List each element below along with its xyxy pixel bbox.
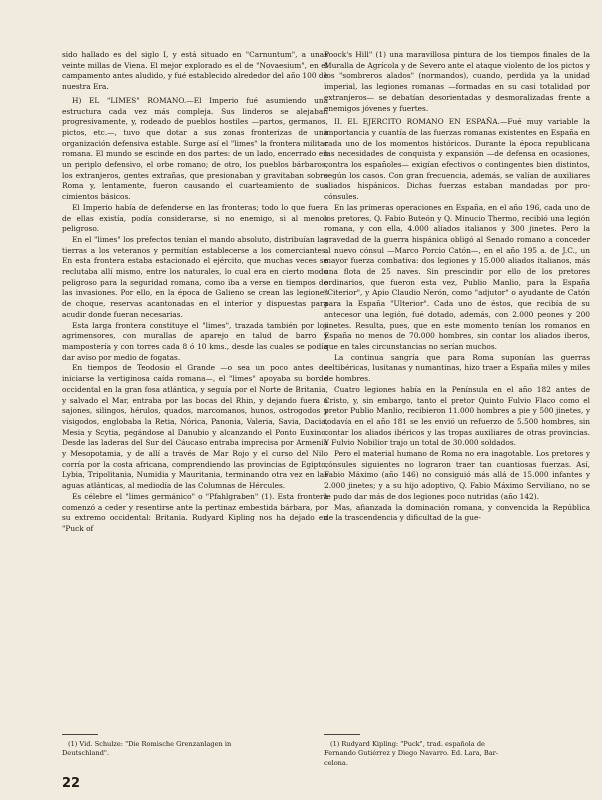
- footnote-line: Fernando Gutiérrez y Diego Navarro. Ed. Lara, Bar-: [324, 749, 499, 758]
- paragraph: Poock's Hill" (1) una maravillosa pintura de los tiempos finales de la Muralla de Agrícola y de Severo ante el ataque violento de los pictos y los "sombreros alados" (normandos), cuando, perdida ya la unidad imperial, las legiones romanas —formadas en su casi totalidad por extranjeros— se debatían desorientadas y desmoralizadas frente a enemigos jóvenes y fuertes.: [324, 50, 590, 113]
- footnote-rule: [62, 734, 98, 735]
- footnote-line: Deutschland".: [62, 749, 110, 758]
- paragraph: En las primeras operaciones en España, en el año 196, cada uno de los pretores, Q. Fabio Buteón y Q. Minucio Thermo, recibió una legión romana, y con ella, 4.000 aliados italianos y 300 jinetes. Pero la gravedad de la guerra hispánica obligó al Senado romano a conceder al nuevo cónsul —Marco Porcio Catón—, en el año 195 a. de J.C., un mayor fuerza combativa: dos legiones y 15.000 aliados italianos, más una flota de 25 naves. Sin prescindir por ello de los pretores ordinarios, que fueron esta vez, Publio Manlio, para la España "Citerior", y Apio Claudio Nerón, como "adjutor" o ayudante de Catón para la España "Ulterior". Cada uno de éstos, que recibía de su antecesor una legión, fué dotado, además, con 2.000 peones y 200 jinetes. Resulta, pues, que en este momento tenían los romanos en España no menos de 70.000 hombres, sin contar los aliados iberos, que en tales circunstancias no serían muchos.: [324, 202, 590, 351]
- paragraph: Pero el material humano de Roma no era inagotable. Los pretores y cónsules siguientes no lograron traer tan cuantiosas fuerzas. Así, Fabio Máximo (año 146) no consiguió más allá de 15.000 infantes y 2.000 jinetes; y a su hijo adoptivo, Q. Fabio Máximo Serviliano, no se le pudo dar más de dos legiones poco nutridas (año 142).: [324, 449, 590, 501]
- paragraph: Esta larga frontera constituye el "limes", trazada también por los agrimensores, con murallas de aparejo en talud de barro y mampostería y con torres cada 8 ó 10 kms., desde las cuales se podía dar aviso por medio de fogatas.: [62, 320, 328, 362]
- footnote-right: [324, 740, 590, 768]
- footnote-left: [62, 740, 312, 759]
- right-text-column: [324, 50, 590, 524]
- paragraph: En tiempos de Teodosio el Grande —o sea un poco antes de iniciarse la vertiginosa caída romana—, el "limes" apoyaba su borde occidental en la gran fosa atlántica, y seguía por el Norte de Britania, y salvado el Mar, entraba por las bocas del Rhin, y dejando fuera a sajones, silingos, hérulos, quados, marcomanos, hunos, ostrogodos y visigodos, englobaba la Retia, Nórica, Panonia, Valeria, Savia, Dacia, Mesia y Scytia, pegándose al Danubio y alcanzando el Ponto Euxino. Desde las laderas del Sur del Cáucaso entraba imprecisa por Armenia y Mesopotamia, y de allí a través de Mar Rojo y el curso del Nilo corría por la costa africana, comprendiendo las provincias de Egipto, Lybia, Tripolitania, Numidia y Mauritania, terminando otra vez en las aguas atlánticas, al mediodía de las Columnas de Hércules.: [62, 363, 328, 491]
- left-text-column: [62, 50, 328, 535]
- section-limes-romano: H) EL "LIMES" ROMANO.—El Imperio fué asumiendo una estructura cada vez más compleja. Sus linderos se alejaban progresivamente, y, rodeado de pueblos hostiles —partos, germanos, pictos, etc.—, tuvo que dotar a sus zonas fronterizas de una organización defensiva estable. Surge así el "limes" la frontera militar romana. El mundo se escinde en dos partes: de un lado, encerrado en un periplo defensivo, el orbe romano; de otro, los pueblos bárbaros, los extranjeros, gentes extrañas, que presionaban y gravitaban sobre Roma y, lentamente, fueron causando el cuarteamiento de sus cimientos básicos.: [62, 95, 328, 202]
- footnote-line: (1) Vid. Schulze: "Die Romische Grenzanlagen in: [68, 740, 232, 748]
- section-ejercito-romano: II. EL EJERCITO ROMANO EN ESPAÑA.—Fué muy variable la importancia y cuantía de las fuerzas romanas existentes en España en cada uno de los momentos históricos. Durante la época republicana las necesidades de conquista y expansión —de defensa en ocasiones, contra los españoles— exigían efectivos o contingentes bien distintos, según los casos. Con gran frecuencia, además, se valían de auxiliares aliados hispánicos. Dichas fuerzas estaban mandadas por pro-cónsules.: [324, 117, 590, 202]
- footnote-line: (1) Rudyard Kipling: "Puck", trad. española de: [330, 740, 485, 748]
- paragraph: Cuatro legiones había en la Península en el año 182 antes de Cristo, y, sin embargo, tanto el pretor Quinto Fulvio Flaco como el pretor Publio Manlio, recibieron 11.000 hombres a pie y 500 jinetes, y todavía en el año 181 se les envió un refuerzo de 5.500 hombres, sin contar los aliados ibéricos y las tropas auxiliares de otras provincias. Y Fulvio Nobilior trajo un total de 30.000 soldados.: [324, 384, 590, 448]
- paragraph: sido hallado es del siglo I, y está situado en "Carnuntum", a unas veinte millas de Viena. El mejor explorado es el de "Novaesium", en el campamento antes aludido, y fué establecido alrededor del año 100 de nuestra Era.: [62, 50, 328, 92]
- paragraph: El Imperio había de defenderse en las fronteras; todo lo que fuera de ellas existía, podía considerarse, si no enemigo, si al menos peligroso.: [62, 202, 328, 234]
- footnote-line: celona.: [324, 758, 348, 767]
- page-number: 22: [62, 776, 81, 791]
- paragraph: Mas, afianzada la dominación romana, y convencida la República de la trascendencia y dificultad de la gue-: [324, 502, 590, 523]
- paragraph: La continua sangría que para Roma suponían las guerras celtibéricas, lusitanas y numantinas, hizo traer a España miles y miles de hombres.: [324, 352, 590, 384]
- footnote-rule: [324, 734, 360, 735]
- paragraph: Es célebre el "limes germánico" o "Pfahlgraben" (1). Esta frontera comenzó a ceder y resentirse ante la pertinaz embestida bárbara, por su extremo occidental: Britania. Rudyard Kipling nos ha dejado en "Puck of: [62, 491, 328, 533]
- paragraph: En el "limes" los prefectos tenían el mando absoluto, distribuían las tierras a los veteranos y permitían establecerse a los comerciantes. En esta frontera estaba estacionado el ejército, que muchas veces se reclutaba allí mismo, entre los naturales, lo cual era en cierto modo peligroso para la seguridad romana, como iba a verse en tiempos de las invasiones. Por ello, en la época de Galieno se crean las legiones de choque, reservas acantonadas en el interior y dispuestas para acudir donde fueran necesarias.: [62, 234, 328, 319]
